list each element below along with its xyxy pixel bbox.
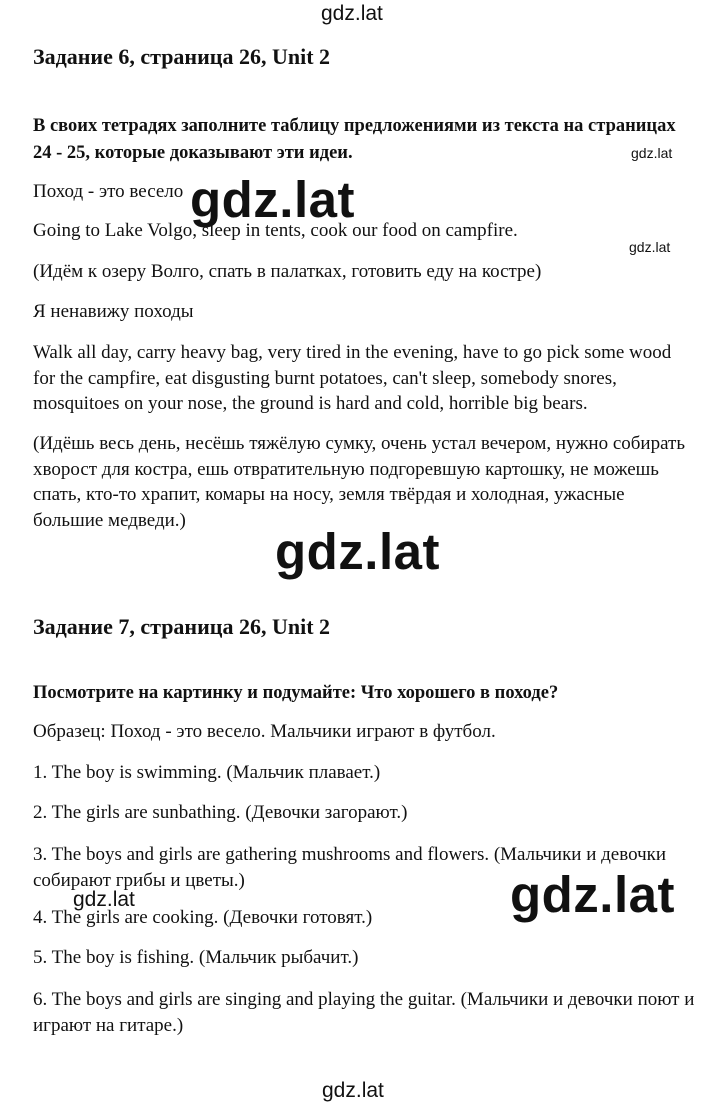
task7-sample: Образец: Поход - это весело. Мальчики играют в футбол. bbox=[33, 721, 496, 742]
watermark-big-2: gdz.lat bbox=[275, 523, 440, 580]
idea2-english: Walk all day, carry heavy bag, very tired in the evening, have to go pick some wood for the campfire, eat disgusting burnt potatoes, can't sleep, somebody snores, mosquitoes on your nose, the ground is hard and cold, horrible big bears. bbox=[33, 342, 672, 414]
task6-instruction: В своих тетрадях заполните таблицу предложениями из текста на страницах 24 - 25, которые доказывают эти идеи. bbox=[33, 116, 676, 163]
watermark-big-1: gdz.lat bbox=[190, 171, 355, 228]
idea1-label: Поход - это весело bbox=[33, 181, 184, 202]
watermark-small-left: gdz.lat bbox=[73, 888, 135, 911]
watermark-bottom: gdz.lat bbox=[322, 1079, 384, 1102]
idea1-russian: (Идём к озеру Волго, спать в палатках, готовить еду на костре) bbox=[33, 261, 542, 282]
watermark-top: gdz.lat bbox=[321, 2, 383, 25]
task7-item-2: 2. The girls are sunbathing. (Девочки загорают.) bbox=[33, 802, 408, 823]
watermark-big-3: gdz.lat bbox=[510, 866, 675, 923]
idea1-english: Going to Lake Volgo, sleep in tents, cook our food on campfire. bbox=[33, 220, 518, 241]
task7-item-4: 4. The girls are cooking. (Девочки готовят.) bbox=[33, 907, 373, 928]
task6-heading: Задание 6, страница 26, Unit 2 bbox=[33, 44, 331, 69]
task7-item-6: 6. The boys and girls are singing and playing the guitar. (Мальчики и девочки поют и играют на гитаре.) bbox=[33, 989, 695, 1036]
task7-item-5: 5. The boy is fishing. (Мальчик рыбачит.) bbox=[33, 947, 359, 968]
idea2-russian: (Идёшь весь день, несёшь тяжёлую сумку, очень устал вечером, нужно собирать хворост для костра, ешь отвратительную подгоревшую картошку, не можешь спать, кто-то храпит, комары на носу, земля твёрдая и холодная, ужасные большие медведи.) bbox=[33, 433, 686, 531]
task7-item-1: 1. The boy is swimming. (Мальчик плавает.) bbox=[33, 762, 381, 783]
watermark-right-2: gdz.lat bbox=[629, 239, 671, 255]
idea2-label: Я ненавижу походы bbox=[33, 301, 194, 322]
task7-heading: Задание 7, страница 26, Unit 2 bbox=[33, 614, 331, 639]
watermark-right-1: gdz.lat bbox=[631, 145, 673, 161]
task7-instruction: Посмотрите на картинку и подумайте: Что хорошего в походе? bbox=[33, 683, 559, 703]
task7-item-3: 3. The boys and girls are gathering mushrooms and flowers. (Мальчики и девочки собирают грибы и цветы.) bbox=[33, 844, 667, 891]
